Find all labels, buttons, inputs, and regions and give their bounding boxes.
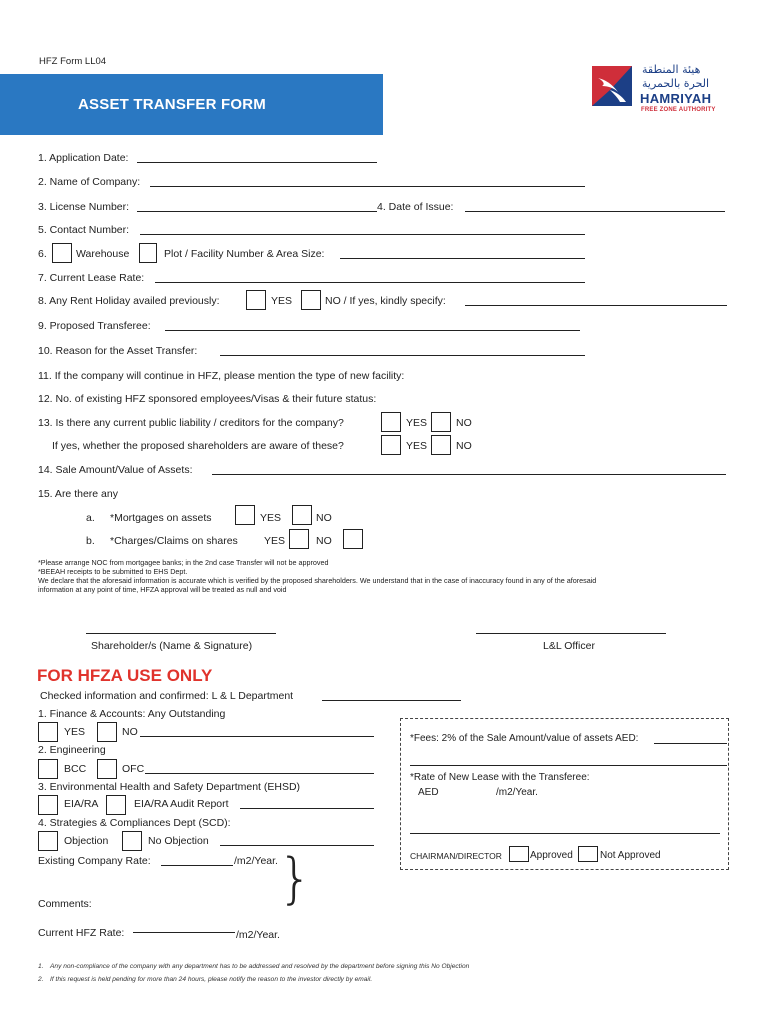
liability-no-checkbox[interactable]: [431, 412, 451, 432]
objection-label: Objection: [64, 835, 109, 847]
hamriyah-logo-icon: [592, 66, 632, 106]
charges-no-checkbox[interactable]: [343, 529, 363, 549]
transferee-label: 9. Proposed Transferee:: [38, 320, 151, 332]
finance-field[interactable]: [140, 736, 374, 737]
liability-label: 13. Is there any current public liability / creditors for the company?: [38, 417, 344, 429]
curly-brace-icon: }: [278, 847, 313, 910]
plot-checkbox[interactable]: [139, 243, 157, 263]
plot-label: Plot / Facility Number & Area Size:: [164, 248, 325, 260]
scd-label: 4. Strategies & Compliances Dept (SCD):: [38, 817, 231, 829]
existing-rate-label: Existing Company Rate:: [38, 855, 151, 867]
contact-number-label: 5. Contact Number:: [38, 224, 130, 236]
aed-unit: /m2/Year.: [496, 787, 538, 798]
liability-yes-checkbox[interactable]: [381, 412, 401, 432]
shareholder-signature-label: Shareholder/s (Name & Signature): [91, 640, 253, 652]
mortgages-label: *Mortgages on assets: [110, 512, 212, 524]
date-of-issue-field[interactable]: [465, 211, 725, 212]
shareholder-signature-line[interactable]: [86, 633, 276, 634]
logo-arabic-line1: هيئة المنطقة: [642, 63, 701, 76]
field-6-number: 6.: [38, 248, 47, 260]
eia-label: EIA/RA: [64, 798, 99, 810]
not-approved-checkbox[interactable]: [578, 846, 598, 862]
lease-rate-field[interactable]: [155, 282, 585, 283]
aware-yes-checkbox[interactable]: [381, 435, 401, 455]
current-rate-field[interactable]: [133, 932, 235, 933]
no-objection-checkbox[interactable]: [122, 831, 142, 851]
charges-yes-checkbox[interactable]: [289, 529, 309, 549]
hfza-section-title: FOR HFZA USE ONLY: [37, 666, 213, 685]
fees-extra-line[interactable]: [410, 765, 727, 766]
checked-label: Checked information and confirmed: L & L Department: [40, 690, 294, 702]
charges-label: *Charges/Claims on shares: [110, 535, 238, 547]
footnote-2: If this request is held pending for more than 24 hours, please notify the reason to the investor directly by email.: [50, 976, 373, 983]
footnote-1: Any non-compliance of the company with any department has to be addressed and resolved by the department before signing this No Objection: [50, 963, 470, 970]
note-beeah: *BEEAH receipts to be submitted to EHS Dept.: [38, 567, 188, 576]
shareholders-aware-label: If yes, whether the proposed shareholders are aware of these?: [52, 440, 344, 452]
new-lease-label: *Rate of New Lease with the Transferee:: [410, 772, 590, 783]
rent-holiday-yes-label: YES: [271, 295, 293, 307]
aware-no-label: NO: [456, 440, 472, 452]
finance-label: 1. Finance & Accounts: Any Outstanding: [38, 708, 226, 720]
approved-checkbox[interactable]: [509, 846, 529, 862]
mortgages-no-label: NO: [316, 512, 332, 524]
application-date-label: 1. Application Date:: [38, 152, 129, 164]
new-lease-extra-line[interactable]: [410, 833, 720, 834]
company-name-label: 2. Name of Company:: [38, 176, 141, 188]
license-number-label: 3. License Number:: [38, 201, 130, 213]
mortgages-no-checkbox[interactable]: [292, 505, 312, 525]
warehouse-label: Warehouse: [76, 248, 130, 260]
liability-yes-label: YES: [406, 417, 428, 429]
logo-subtitle: FREE ZONE AUTHORITY: [641, 107, 716, 113]
footnote-2-number: 2.: [38, 976, 44, 983]
not-approved-label: Not Approved: [600, 850, 661, 861]
reason-label: 10. Reason for the Asset Transfer:: [38, 345, 198, 357]
rent-holiday-no-checkbox[interactable]: [301, 290, 321, 310]
ehsd-label: 3. Environmental Health and Safety Department (EHSD): [38, 781, 301, 793]
eia-checkbox[interactable]: [38, 795, 58, 815]
aware-yes-label: YES: [406, 440, 428, 452]
scd-field[interactable]: [220, 845, 374, 846]
date-of-issue-label: 4. Date of Issue:: [377, 201, 454, 213]
engineering-label: 2. Engineering: [38, 744, 106, 756]
engineering-field[interactable]: [145, 773, 374, 774]
form-title: ASSET TRANSFER FORM: [78, 96, 266, 113]
rent-holiday-label: 8. Any Rent Holiday availed previously:: [38, 295, 220, 307]
officer-signature-line[interactable]: [476, 633, 666, 634]
comments-label: Comments:: [38, 898, 92, 910]
declaration-line2: information at any point of time, HFZA approval will be treated as null and void: [38, 585, 287, 594]
ofc-checkbox[interactable]: [97, 759, 117, 779]
rent-holiday-no-label: NO / If yes, kindly specify:: [325, 295, 446, 307]
finance-yes-label: YES: [64, 726, 86, 738]
eia-field[interactable]: [240, 808, 374, 809]
logo-arabic-line2: الحرة بالحمرية: [642, 77, 710, 90]
fees-field[interactable]: [654, 743, 727, 744]
logo-name: HAMRIYAH: [640, 91, 712, 106]
license-number-field[interactable]: [137, 211, 377, 212]
note-noc: *Please arrange NOC from mortgagee banks; in the 2nd case Transfer will not be approved: [38, 558, 329, 567]
rent-holiday-yes-checkbox[interactable]: [246, 290, 266, 310]
new-facility-label: 11. If the company will continue in HFZ, please mention the type of new facility:: [38, 370, 405, 382]
bcc-label: BCC: [64, 763, 87, 775]
aware-no-checkbox[interactable]: [431, 435, 451, 455]
item-b-letter: b.: [86, 535, 95, 547]
item-a-letter: a.: [86, 512, 95, 524]
aed-label: AED: [418, 787, 439, 798]
existing-rate-unit: /m2/Year.: [234, 855, 278, 867]
mortgages-yes-checkbox[interactable]: [235, 505, 255, 525]
sale-amount-label: 14. Sale Amount/Value of Assets:: [38, 464, 193, 476]
footnote-1-number: 1.: [38, 963, 44, 970]
transferee-field[interactable]: [165, 330, 580, 331]
employees-label: 12. No. of existing HFZ sponsored employees/Visas & their future status:: [38, 393, 377, 405]
charges-no-label: NO: [316, 535, 332, 547]
checked-field[interactable]: [322, 700, 461, 701]
company-name-field[interactable]: [150, 186, 585, 187]
approved-label: Approved: [530, 850, 573, 861]
finance-no-checkbox[interactable]: [97, 722, 117, 742]
plot-field[interactable]: [340, 258, 585, 259]
ofc-label: OFC: [122, 763, 145, 775]
are-there-any-label: 15. Are there any: [38, 488, 118, 500]
officer-signature-label: L&L Officer: [543, 640, 595, 652]
form-code: HFZ Form LL04: [39, 56, 107, 67]
objection-checkbox[interactable]: [38, 831, 58, 851]
reason-field[interactable]: [220, 355, 585, 356]
rent-holiday-specify-field[interactable]: [465, 305, 727, 306]
sale-amount-field[interactable]: [212, 474, 726, 475]
title-banner: [0, 74, 383, 135]
existing-rate-field[interactable]: [161, 865, 233, 866]
contact-number-field[interactable]: [140, 234, 585, 235]
current-rate-unit: /m2/Year.: [236, 929, 280, 941]
charges-yes-label: YES: [264, 535, 286, 547]
finance-yes-checkbox[interactable]: [38, 722, 58, 742]
lease-rate-label: 7. Current Lease Rate:: [38, 272, 145, 284]
eia-audit-checkbox[interactable]: [106, 795, 126, 815]
fees-label: *Fees: 2% of the Sale Amount/value of assets AED:: [410, 733, 639, 744]
finance-no-label: NO: [122, 726, 138, 738]
liability-no-label: NO: [456, 417, 472, 429]
warehouse-checkbox[interactable]: [52, 243, 72, 263]
no-objection-label: No Objection: [148, 835, 209, 847]
chairman-label: CHAIRMAN/DIRECTOR: [410, 851, 502, 861]
eia-audit-label: EIA/RA Audit Report: [134, 798, 229, 810]
mortgages-yes-label: YES: [260, 512, 282, 524]
declaration-line1: We declare that the aforesaid information is accurate which is verified by the proposed shareholders. We understand that in the case of inaccuracy found in any of the aforesaid: [38, 576, 597, 585]
current-rate-label: Current HFZ Rate:: [38, 927, 125, 939]
bcc-checkbox[interactable]: [38, 759, 58, 779]
application-date-field[interactable]: [137, 162, 377, 163]
